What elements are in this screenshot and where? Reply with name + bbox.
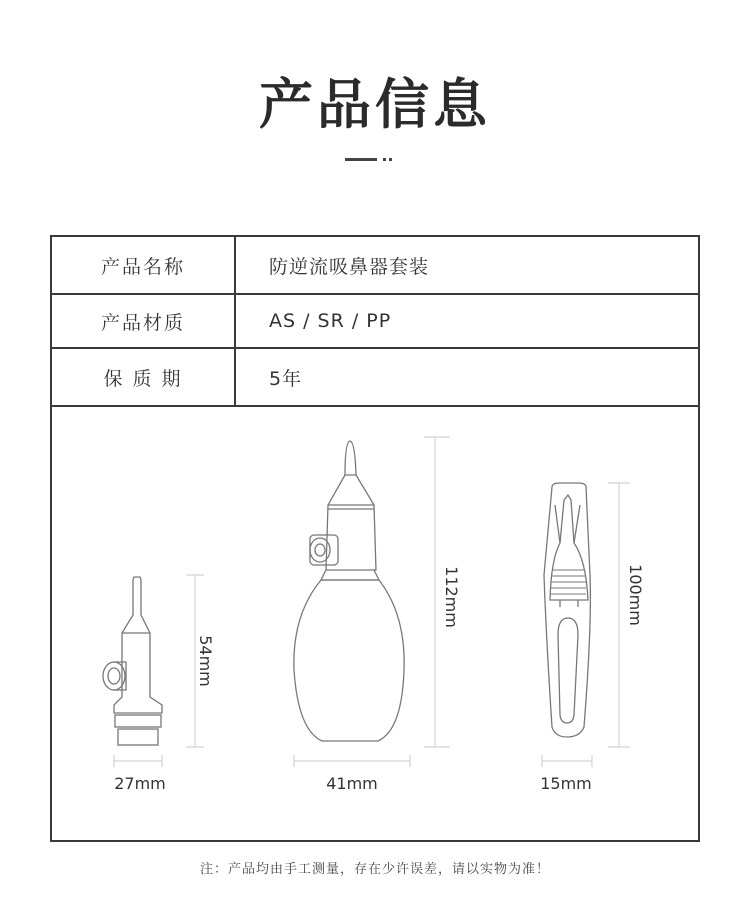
spec-value: 5年 <box>269 367 303 390</box>
nozzle-width-label: 27mm <box>114 774 166 793</box>
spec-label: 产品材质 <box>52 295 236 347</box>
bulb-width-label: 41mm <box>326 774 378 793</box>
spec-table <box>50 235 700 407</box>
spec-row-name <box>52 237 698 295</box>
tweezers-illustration <box>544 483 590 737</box>
dimension-drawing <box>52 405 702 842</box>
page-title: 产品信息 <box>259 73 491 136</box>
tweezers-width-dim <box>542 755 592 767</box>
bulb-aspirator-illustration <box>294 441 404 741</box>
nozzle-illustration <box>103 577 162 745</box>
footer-note: 注：产品均由手工测量，存在少许误差，请以实物为准！ <box>199 862 550 877</box>
spec-row-shelf-life <box>52 349 698 405</box>
spec-label: 产品名称 <box>52 237 236 293</box>
spec-value: 防逆流吸鼻器套装 <box>269 255 430 278</box>
dimension-diagram <box>50 405 700 842</box>
tweezers-height-label: 100mm <box>626 564 645 626</box>
tweezers-width-label: 15mm <box>540 774 592 793</box>
title-decoration <box>345 156 405 164</box>
bulb-height-label: 112mm <box>442 566 461 628</box>
spec-row-material <box>52 295 698 349</box>
nozzle-width-dim <box>114 755 162 767</box>
bulb-width-dim <box>294 755 410 767</box>
spec-value: AS / SR / PP <box>269 310 392 332</box>
spec-label: 保 质 期 <box>52 349 236 405</box>
nozzle-height-label: 54mm <box>196 635 215 687</box>
